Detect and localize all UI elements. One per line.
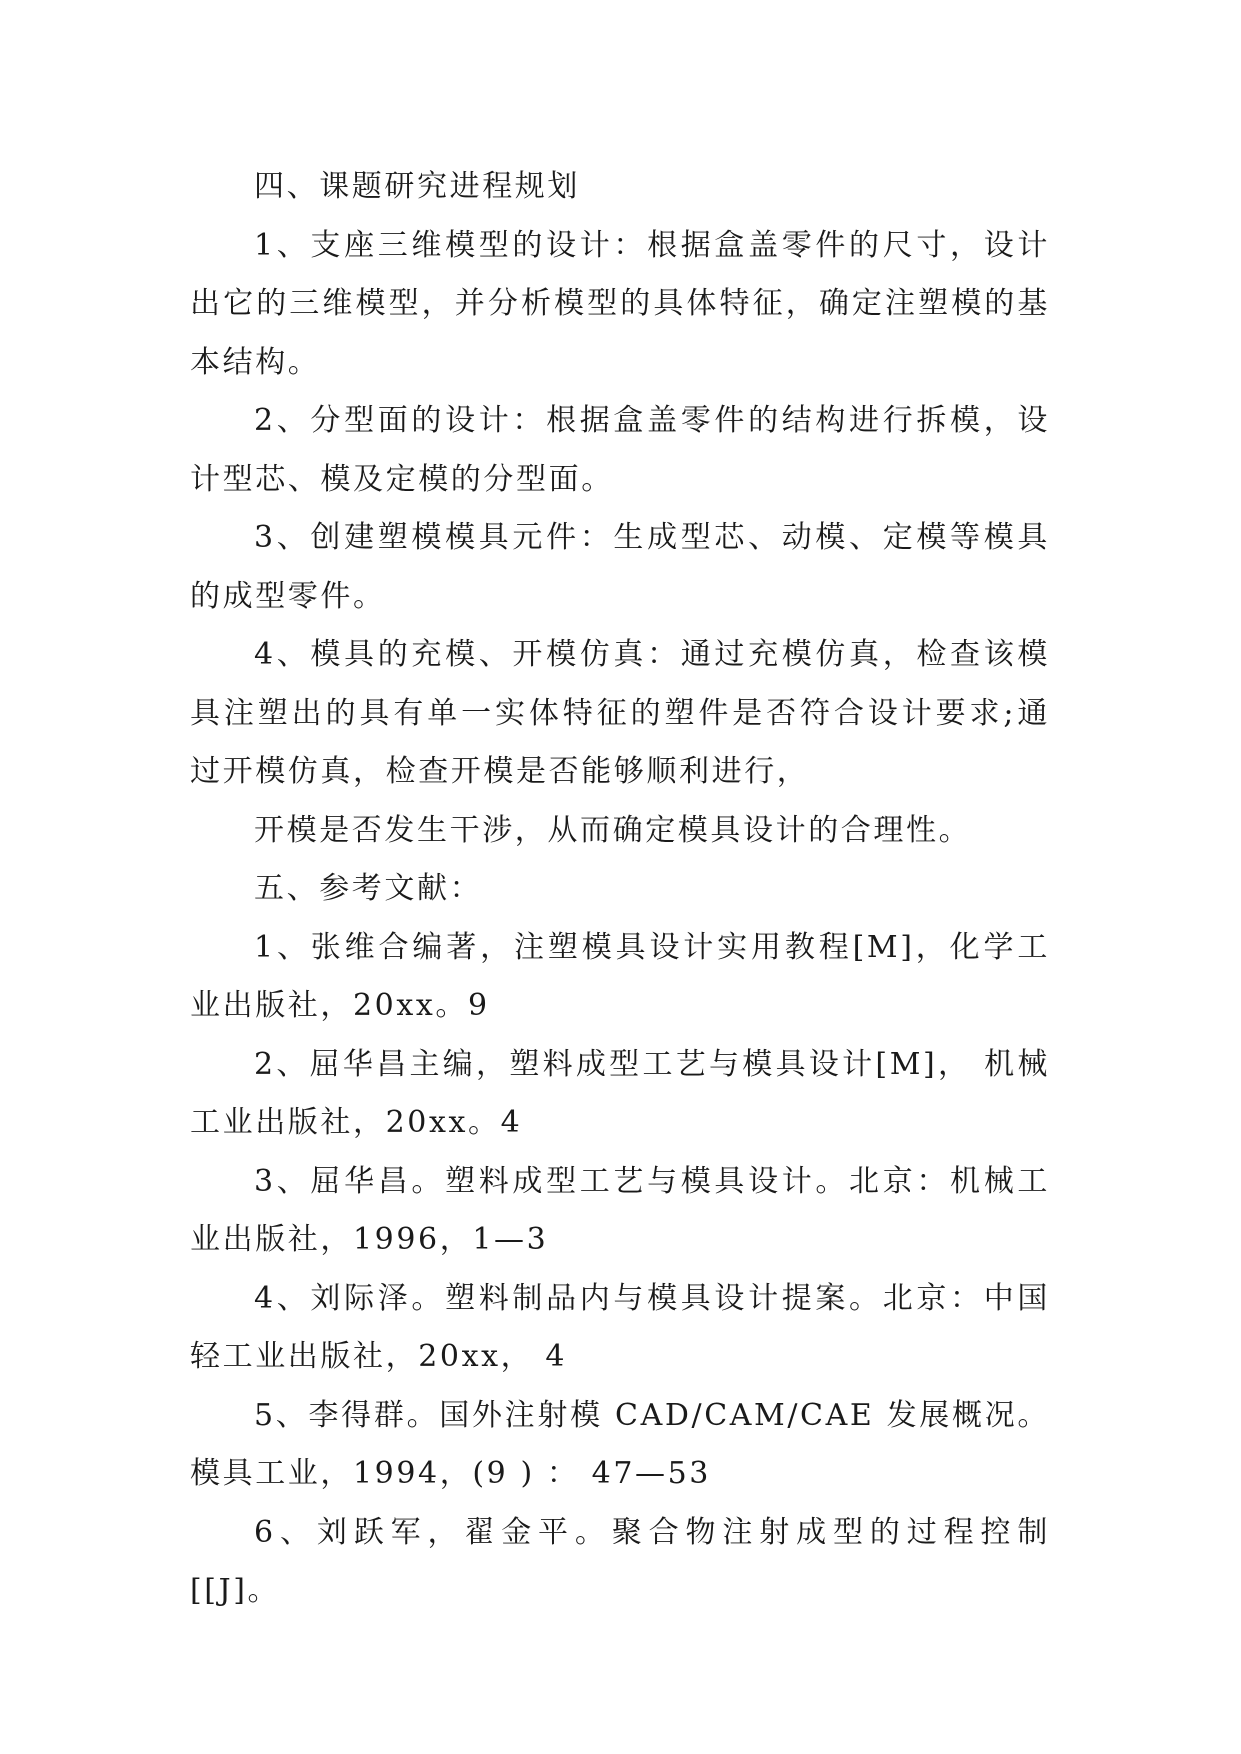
- plan-item-4: 4、模具的充模、开模仿真：通过充模仿真，检查该模具注塑出的具有单一实体特征的塑件是否符合设计要求;通过开模仿真，检查开模是否能够顺利进行，: [190, 637, 1050, 789]
- reference-item-6: 6、刘跃军，翟金平。聚合物注射成型的过程控制[[J]。: [190, 1514, 1050, 1608]
- reference-item-1: 1、张维合编著，注塑模具设计实用教程[M]，化学工业出版社，20xx。9: [190, 929, 1050, 1023]
- reference-item-2: 2、屈华昌主编，塑料成型工艺与模具设计[M]， 机械工业出版社，20xx。4: [190, 1046, 1050, 1140]
- reference-item-4: 4、刘际泽。塑料制品内与模具设计提案。北京：中国轻工业出版社，20xx， 4: [190, 1280, 1050, 1374]
- plan-item-4-continued: 开模是否发生干涉，从而确定模具设计的合理性。: [254, 812, 972, 848]
- plan-item-2: 2、分型面的设计：根据盒盖零件的结构进行拆模，设计型芯、模及定模的分型面。: [190, 403, 1050, 497]
- section-heading-references: 五、参考文献：: [254, 871, 483, 906]
- document-body: [190, 158, 1050, 1621]
- section-heading-research-plan: 四、课题研究进程规划: [254, 169, 580, 204]
- reference-item-3: 3、屈华昌。塑料成型工艺与模具设计。北京：机械工业出版社，1996，1—3: [190, 1163, 1050, 1257]
- reference-item-5: 5、李得群。国外注射模 CAD/CAM/CAE 发展概况。模具工业，1994，(9 ) ： 47—53: [190, 1397, 1050, 1491]
- plan-item-3: 3、创建塑模模具元件：生成型芯、动模、定模等模具的成型零件。: [190, 520, 1050, 614]
- plan-item-1: 1、支座三维模型的设计：根据盒盖零件的尺寸，设计出它的三维模型，并分析模型的具体特征，确定注塑模的基本结构。: [190, 227, 1050, 380]
